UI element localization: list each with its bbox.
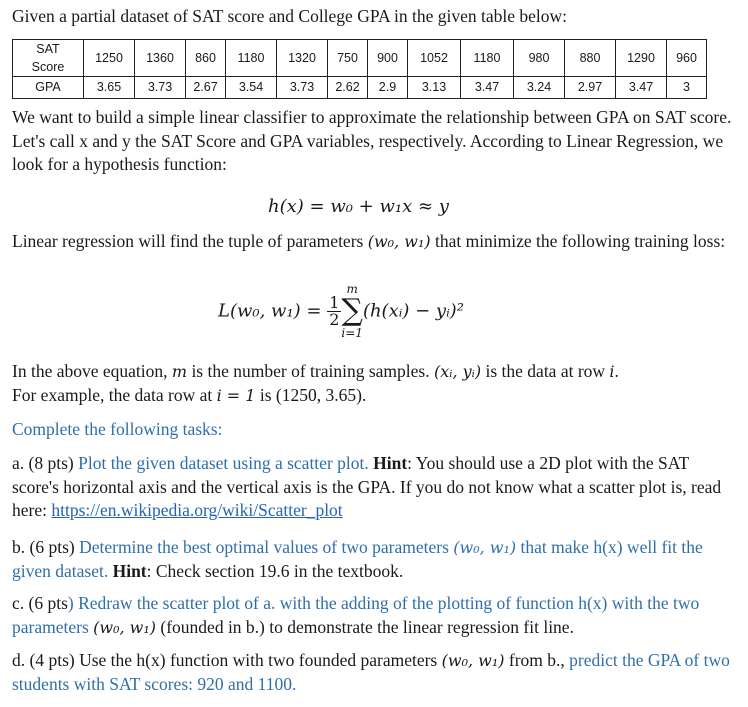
task-b-hint-label: Hint	[112, 560, 147, 581]
sat-cell: 980	[514, 40, 565, 77]
loss-lhs: L(w₀, w₁) =	[218, 300, 328, 322]
task-a-instruction: Plot the given dataset using a scatter plot.	[78, 453, 369, 473]
sat-header-cell	[13, 40, 84, 77]
task-d-prefix: d. (4 pts) Use the h(x) function with two founded parameters	[12, 650, 442, 670]
table-row-sat	[13, 40, 707, 77]
task-b	[12, 536, 736, 583]
sat-cell: 880	[565, 40, 616, 77]
scatter-plot-link[interactable]: https://en.wikipedia.org/wiki/Scatter_plot	[51, 500, 343, 520]
fraction-denominator: 2	[329, 309, 340, 329]
task-b-instruction-end: that make h(x) well fit the given dataset.	[12, 537, 703, 581]
sat-header-line1: SAT	[36, 42, 60, 56]
xy-pair-math: (xᵢ, yᵢ)	[433, 362, 482, 381]
table-row-gpa	[13, 77, 707, 99]
task-a	[12, 452, 736, 523]
task-c-params: (w₀, w₁)	[93, 617, 157, 637]
gpa-cell: 2.67	[186, 77, 226, 99]
data-table	[12, 39, 707, 99]
loss-rhs: (h(xᵢ) − yᵢ)²	[362, 300, 464, 322]
task-c	[12, 592, 736, 639]
sum-upper-limit: m	[346, 282, 358, 296]
sat-cell: 860	[186, 40, 226, 77]
summation	[341, 282, 363, 340]
fraction-numerator: 1	[329, 292, 340, 312]
intro-text: Given a partial dataset of SAT score and College GPA in the given table below:	[12, 6, 568, 26]
gpa-cell: 3.47	[461, 77, 514, 99]
task-d-text: from b.,	[504, 650, 570, 670]
task-b-params: (w₀, w₁)	[453, 538, 517, 557]
gpa-cell: 3.24	[514, 77, 565, 99]
task-c-prefix: c. (6 pts	[12, 593, 68, 613]
gpa-cell: 3.65	[84, 77, 135, 99]
sat-header-line2: Score	[31, 60, 65, 74]
loss-fraction	[327, 292, 341, 329]
gpa-cell: 3.73	[277, 77, 328, 99]
paragraph-text: that minimize the following training loss:	[430, 231, 726, 251]
paragraph-intro-classifier: We want to build a simple linear classifier to approximate the relationship between GPA on SAT score. Let's call x and y the SAT Score and GPA variables, respectively. According to Linear Regression, we look for a hypothesis function:	[12, 107, 732, 174]
gpa-cell: 3.54	[226, 77, 277, 99]
task-a-hint-label: Hint	[373, 453, 408, 473]
task-d	[12, 649, 736, 696]
paragraph-equation-explanation	[12, 360, 736, 407]
paragraph-text: is (1250, 3.65).	[255, 384, 367, 405]
gpa-cell: 2.9	[368, 77, 408, 99]
sat-cell: 1360	[135, 40, 186, 77]
i-equals-one: i = 1	[216, 385, 256, 405]
task-c-instruction: ) Redraw the scatter plot of a. with the adding of the plotting of function h(x) with the two parameters	[12, 593, 700, 637]
paragraph-text: For example, the data row at	[12, 384, 217, 405]
task-a-text: : You should use a 2D plot with the SAT score's horizontal axis and the vertical axis is the GPA. If you do not know what a scatter plot is, read here:	[12, 453, 722, 520]
task-b-text: : Check section 19.6 in the textbook.	[146, 560, 404, 581]
gpa-header-cell: GPA	[13, 77, 84, 99]
i-symbol: i	[609, 362, 615, 381]
task-d-instruction: predict the GPA of two students with SAT scores: 920 and 1100.	[12, 650, 730, 694]
task-d-params: (w₀, w₁)	[441, 651, 505, 670]
gpa-cell: 3.13	[408, 77, 461, 99]
sat-cell: 1180	[226, 40, 277, 77]
sat-cell: 1290	[616, 40, 667, 77]
paragraph-linear-regression	[12, 230, 736, 254]
sat-cell: 1320	[277, 40, 328, 77]
sat-cell: 960	[667, 40, 707, 77]
params-math: (w₀, w₁)	[367, 232, 431, 251]
sat-cell: 1250	[84, 40, 135, 77]
paragraph-text: .	[614, 361, 619, 381]
paragraph-text: is the data at row	[481, 361, 610, 381]
sum-sign: ∑	[341, 293, 363, 328]
sat-cell: 900	[368, 40, 408, 77]
paragraph-text: is the number of training samples.	[187, 361, 434, 381]
task-c-text: (founded in b.) to demonstrate the linear regression fit line.	[156, 616, 574, 637]
gpa-cell: 3.73	[135, 77, 186, 99]
task-b-prefix: b. (6 pts)	[12, 537, 80, 557]
loss-equation	[218, 282, 464, 340]
gpa-cell: 2.62	[328, 77, 368, 99]
hypothesis-equation: h(x) = w₀ + w₁x ≈ y	[268, 196, 449, 217]
paragraph-text: In the above equation,	[12, 361, 172, 381]
m-symbol: m	[171, 362, 188, 381]
paragraph-text: Linear regression will find the tuple of parameters	[12, 231, 368, 251]
gpa-cell: 2.97	[565, 77, 616, 99]
tasks-heading: Complete the following tasks:	[12, 419, 223, 439]
sat-cell: 1180	[461, 40, 514, 77]
sum-lower-limit: i=1	[341, 326, 363, 340]
task-b-instruction: Determine the best optimal values of two parameters	[79, 537, 454, 557]
gpa-cell: 3.47	[616, 77, 667, 99]
task-a-prefix: a. (8 pts)	[12, 453, 79, 473]
sat-cell: 1052	[408, 40, 461, 77]
gpa-cell: 3	[667, 77, 707, 99]
sat-cell: 750	[328, 40, 368, 77]
